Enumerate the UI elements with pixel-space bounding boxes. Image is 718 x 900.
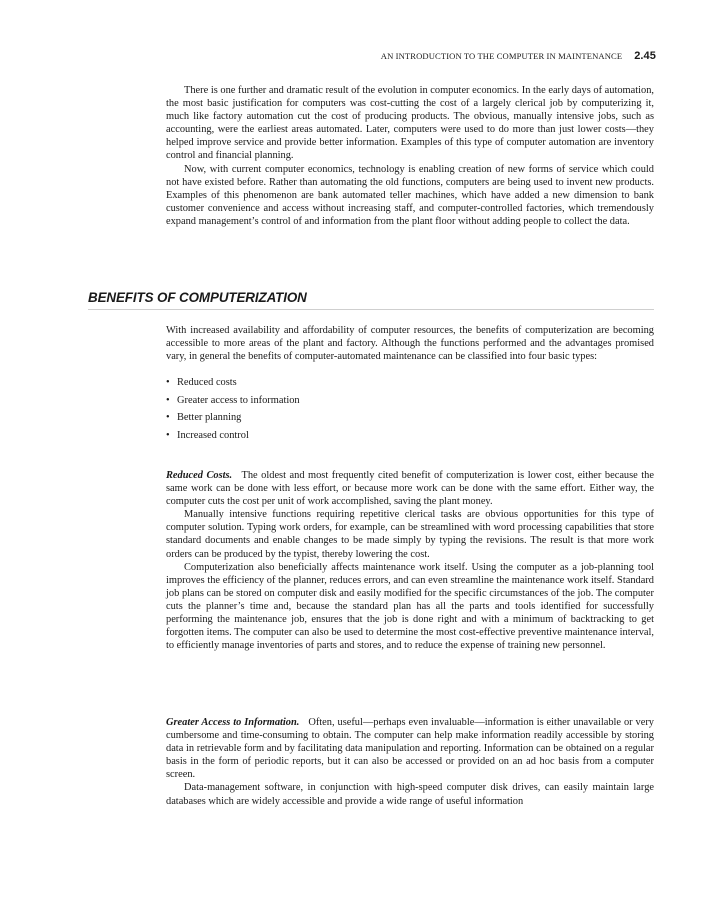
bullet-icon: • [166,394,170,406]
list-item [166,427,654,444]
greater-access-paragraph-1 [166,716,654,781]
greater-access-block [166,716,654,808]
greater-access-paragraph-1-text: Often, useful—perhaps even invaluable—information is either unavailable or very cumbersome and time-consuming to obtain. The computer can help make information readily accessible by storing data in retrievable form and by facilitating data manipulation and reporting. Information can be obtained on a regular basis in the form of periodic reports, but it can also be accessed or provided on an ad hoc basis from a computer screen. [166,717,654,781]
benefit-types-list [166,374,654,444]
reduced-costs-block [166,469,654,652]
greater-access-paragraph-2: Data-management software, in conjunction with high-speed computer disk drives, can easily maintain large databases which are widely accessible and provide a wide range of useful information [166,782,654,807]
benefits-text-block [166,324,654,444]
list-item-text: Reduced costs [177,377,237,389]
running-head-title: AN INTRODUCTION TO THE COMPUTER IN MAINTENANCE [380,51,623,61]
page-number: 2.45 [634,50,656,62]
list-item [166,392,654,409]
list-item-text: Better planning [177,412,242,424]
reduced-costs-run-in-heading: Reduced Costs. [166,470,233,481]
section-lead-paragraph: With increased availability and affordability of computer resources, the benefits of computerization are becoming accessible to more areas of the plant and factory. Although the functions performed and the advantages promised vary, in general the benefits of computer-automated maintenance can be classified into four basic types: [166,325,654,363]
list-item [166,374,654,391]
section-heading: BENEFITS OF COMPUTERIZATION [88,290,654,310]
bullet-icon: • [166,412,170,424]
list-item-text: Greater access to information [177,394,300,406]
list-item-text: Increased control [177,429,249,441]
greater-access-run-in-heading: Greater Access to Information. [166,717,300,728]
reduced-costs-paragraph-2: Manually intensive functions requiring repetitive clerical tasks are obvious opportunities for this type of computer solution. Typing work orders, for example, can be streamlined with word processing capabilities that store standard documents and enable changes to be made simply by typing the revisions. The result is that more work orders can be produced by the typist, thereby lowering the cost. [166,509,654,560]
reduced-costs-paragraph-1 [166,469,654,508]
intro-paragraph-1: There is one further and dramatic result of the evolution in computer economics. In the early days of automation, the most basic justification for computers was cost-cutting the cost of a largely clerical job by computerizing it, much like factory automation cut the cost of producing products. The obvious, manually intensive jobs, such as accounting, were the earliest areas automated. Later, computers were used to do more than just lower costs—they helped improve service and provide better information. Examples of this type of computer automation are inventory control and financial planning. [166,85,654,162]
running-head [166,50,656,62]
reduced-costs-paragraph-3: Computerization also beneficially affects maintenance work itself. Using the computer as a job-planning tool improves the efficiency of the planner, reduces errors, and can even streamline the maintenance work itself. Standard job plans can be stored on computer disk and easily modified for the specific circumstances of the job. The computer cuts the planner’s time and, because the standard plan has all the parts and tools identified for successfully performing the maintenance job, ensures that the job is done right and with a minimum of backtracking to get forgotten items. The computer can also be used to determine the most cost-effective preventive maintenance interval, to efficiently manage inventories of parts and stores, and to reduce the expense of training new personnel. [166,561,654,652]
bullet-icon: • [166,377,170,389]
intro-text-block [166,84,654,228]
list-item [166,409,654,426]
bullet-icon: • [166,429,170,441]
intro-paragraph-2: Now, with current computer economics, technology is enabling creation of new forms of service which could not have existed before. Rather than automating the old functions, computers are being used to invent new products. Examples of this phenomenon are bank automated teller machines, which have added a new dimension to bank customer convenience and access without increasing staff, and computer-controlled factories, which tremendously expand management’s control of and information from the plant floor without adding people to collect the data. [166,163,654,227]
reduced-costs-paragraph-1-text: The oldest and most frequently cited benefit of computerization is lower cost, either because the same work can be done with less effort, or because more work can be done with the same effort. Either way, the computer cuts the cost per unit of work accomplished, saving the plant money. [166,470,654,508]
